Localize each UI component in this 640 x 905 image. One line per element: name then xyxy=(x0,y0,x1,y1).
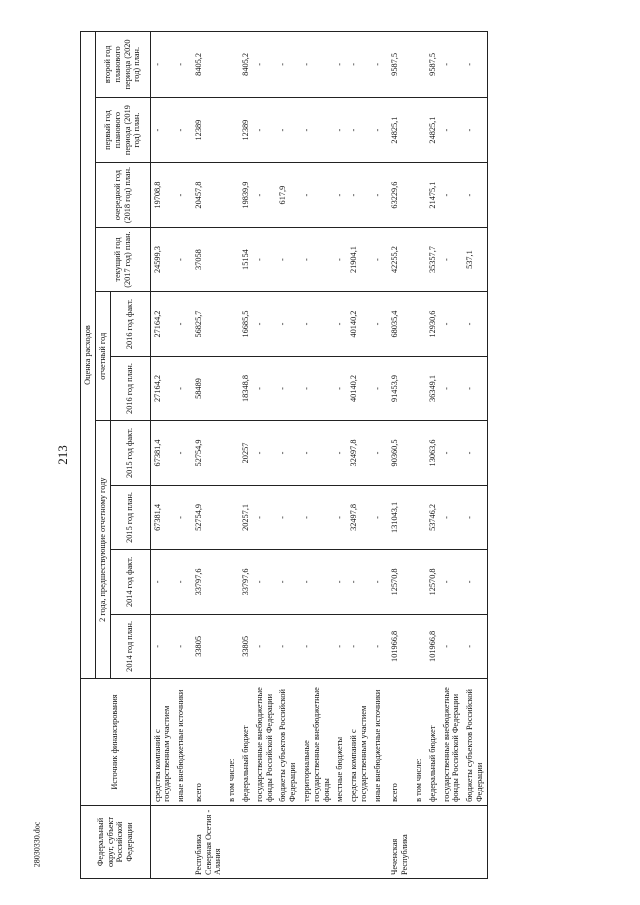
value-cell xyxy=(412,163,426,227)
value-cell xyxy=(412,292,426,356)
value-cell: - xyxy=(347,163,371,227)
value-cell: - xyxy=(371,550,385,614)
value-cell: - xyxy=(253,421,277,485)
value-cell: - xyxy=(300,356,333,420)
header-plan-year-1: первый год планового периода (2019 год) план. xyxy=(95,97,150,163)
table-row xyxy=(347,32,371,879)
value-cell: - xyxy=(253,614,277,678)
region-cell xyxy=(276,805,300,878)
value-cell: - xyxy=(440,163,464,227)
value-cell: - xyxy=(276,227,300,291)
value-cell: - xyxy=(253,163,277,227)
value-cell: 33797,6 xyxy=(239,550,253,614)
value-cell: 19839,9 xyxy=(239,163,253,227)
value-cell: 12930,6 xyxy=(426,292,440,356)
value-cell: - xyxy=(347,550,371,614)
value-cell: - xyxy=(300,292,333,356)
header-2014-plan: 2014 год план. xyxy=(110,614,150,678)
value-cell xyxy=(412,485,426,549)
value-cell: 33805 xyxy=(239,614,253,678)
value-cell xyxy=(225,356,239,420)
funding-source-cell: в том числе: xyxy=(412,679,426,806)
value-cell: 40140,2 xyxy=(347,356,371,420)
value-cell: - xyxy=(150,32,174,98)
header-2015-plan: 2015 год план. xyxy=(110,485,150,549)
value-cell: 52754,9 xyxy=(188,421,225,485)
funding-source-cell: бюджеты субъектов Российской Федерации xyxy=(463,679,487,806)
value-cell: - xyxy=(253,32,277,98)
value-cell: 36349,1 xyxy=(426,356,440,420)
value-cell: - xyxy=(174,292,188,356)
value-cell: - xyxy=(253,550,277,614)
header-region: Федеральный округ, субъект Российской Федерации xyxy=(81,805,151,878)
header-source: Источник финансирования xyxy=(81,679,151,806)
value-cell: - xyxy=(463,356,487,420)
header-prior-years: 2 года, предшествующие отчетному году xyxy=(95,421,110,679)
table-body xyxy=(150,32,487,879)
funding-source-cell: территориальные государственные внебюджетные фонды xyxy=(300,679,333,806)
value-cell: 9587,5 xyxy=(426,32,440,98)
value-cell: 52754,9 xyxy=(188,485,225,549)
value-cell: 68035,4 xyxy=(384,292,412,356)
funding-source-cell: государственные внебюджетные фонды Российской Федерации xyxy=(440,679,464,806)
value-cell xyxy=(225,614,239,678)
value-cell: 56825,7 xyxy=(188,292,225,356)
value-cell xyxy=(412,227,426,291)
table-header xyxy=(81,32,151,879)
value-cell: 19708,8 xyxy=(150,163,174,227)
value-cell: 33797,6 xyxy=(188,550,225,614)
value-cell: - xyxy=(300,614,333,678)
value-cell: 20257,1 xyxy=(239,485,253,549)
value-cell: - xyxy=(440,292,464,356)
funding-source-cell: всего xyxy=(188,679,225,806)
header-2014-fact: 2014 год факт. xyxy=(110,550,150,614)
region-cell xyxy=(426,805,440,878)
table-row xyxy=(440,32,464,879)
value-cell: - xyxy=(253,356,277,420)
table-row xyxy=(276,32,300,879)
value-cell: 15154 xyxy=(239,227,253,291)
region-cell xyxy=(371,805,385,878)
value-cell: 12389 xyxy=(188,97,225,163)
value-cell: 58489 xyxy=(188,356,225,420)
value-cell: - xyxy=(300,97,333,163)
value-cell: - xyxy=(174,550,188,614)
value-cell: 20457,8 xyxy=(188,163,225,227)
value-cell xyxy=(412,614,426,678)
value-cell: - xyxy=(253,292,277,356)
value-cell: 8405,2 xyxy=(188,32,225,98)
value-cell: - xyxy=(440,97,464,163)
value-cell: - xyxy=(347,97,371,163)
value-cell: - xyxy=(150,97,174,163)
value-cell xyxy=(225,97,239,163)
value-cell xyxy=(412,32,426,98)
value-cell: - xyxy=(440,421,464,485)
value-cell: 32497,8 xyxy=(347,485,371,549)
value-cell: - xyxy=(347,614,371,678)
value-cell: - xyxy=(174,485,188,549)
value-cell: - xyxy=(371,421,385,485)
value-cell: 12570,8 xyxy=(384,550,412,614)
value-cell: - xyxy=(300,163,333,227)
value-cell: - xyxy=(463,485,487,549)
value-cell: 18348,8 xyxy=(239,356,253,420)
value-cell: - xyxy=(300,421,333,485)
value-cell: 9587,5 xyxy=(384,32,412,98)
value-cell: 42255,2 xyxy=(384,227,412,291)
value-cell: 21475,1 xyxy=(426,163,440,227)
value-cell: - xyxy=(371,163,385,227)
value-cell: - xyxy=(276,614,300,678)
value-cell: 101966,8 xyxy=(384,614,412,678)
value-cell: - xyxy=(174,227,188,291)
value-cell: 131043,1 xyxy=(384,485,412,549)
value-cell: - xyxy=(300,550,333,614)
value-cell: 63229,6 xyxy=(384,163,412,227)
value-cell: - xyxy=(174,421,188,485)
value-cell: - xyxy=(463,163,487,227)
value-cell: 101966,8 xyxy=(426,614,440,678)
value-cell: - xyxy=(440,550,464,614)
value-cell: 53746,2 xyxy=(426,485,440,549)
value-cell: 40140,2 xyxy=(347,292,371,356)
region-cell xyxy=(412,805,426,878)
funding-source-cell: иные внебюджетные источники xyxy=(371,679,385,806)
value-cell xyxy=(412,356,426,420)
value-cell: 27164,2 xyxy=(150,356,174,420)
header-estimate: Оценка расходов xyxy=(81,32,96,679)
expenditure-table xyxy=(80,31,488,879)
value-cell: - xyxy=(276,550,300,614)
value-cell xyxy=(225,163,239,227)
value-cell: - xyxy=(333,614,347,678)
value-cell: - xyxy=(463,614,487,678)
value-cell: - xyxy=(371,32,385,98)
value-cell: 13063,6 xyxy=(426,421,440,485)
value-cell: - xyxy=(371,227,385,291)
value-cell: 90360,5 xyxy=(384,421,412,485)
table-row xyxy=(300,32,333,879)
value-cell: 8405,2 xyxy=(239,32,253,98)
table-row xyxy=(225,32,239,879)
region-cell xyxy=(225,805,239,878)
value-cell: 21904,1 xyxy=(347,227,371,291)
value-cell: - xyxy=(333,163,347,227)
header-plan-year-2: второй год планового периода (2020 год) план. xyxy=(95,32,150,98)
value-cell xyxy=(225,227,239,291)
region-cell xyxy=(150,805,174,878)
value-cell: - xyxy=(174,97,188,163)
value-cell: 67381,4 xyxy=(150,421,174,485)
value-cell: 37058 xyxy=(188,227,225,291)
value-cell: 24599,3 xyxy=(150,227,174,291)
rotated-table-container xyxy=(80,31,640,879)
value-cell: - xyxy=(463,97,487,163)
value-cell: 27164,2 xyxy=(150,292,174,356)
value-cell: - xyxy=(440,485,464,549)
value-cell: - xyxy=(253,485,277,549)
region-cell xyxy=(347,805,371,878)
value-cell: - xyxy=(276,32,300,98)
value-cell: - xyxy=(333,485,347,549)
value-cell xyxy=(225,32,239,98)
value-cell: - xyxy=(440,356,464,420)
value-cell: - xyxy=(463,292,487,356)
value-cell: - xyxy=(440,614,464,678)
value-cell: 20257 xyxy=(239,421,253,485)
value-cell: 24825,1 xyxy=(426,97,440,163)
value-cell: 24825,1 xyxy=(384,97,412,163)
value-cell: 12570,8 xyxy=(426,550,440,614)
region-cell xyxy=(239,805,253,878)
value-cell: 12389 xyxy=(239,97,253,163)
value-cell: 35357,7 xyxy=(426,227,440,291)
value-cell: 33805 xyxy=(188,614,225,678)
value-cell: - xyxy=(253,97,277,163)
table-row xyxy=(463,32,487,879)
value-cell: - xyxy=(253,227,277,291)
table-row xyxy=(333,32,347,879)
value-cell: - xyxy=(371,97,385,163)
value-cell: - xyxy=(440,227,464,291)
value-cell: - xyxy=(276,97,300,163)
value-cell: - xyxy=(333,227,347,291)
value-cell: - xyxy=(333,292,347,356)
value-cell: 617,9 xyxy=(276,163,300,227)
value-cell: - xyxy=(276,356,300,420)
value-cell: - xyxy=(276,485,300,549)
region-cell xyxy=(300,805,333,878)
funding-source-cell: средства компаний с государственным участием xyxy=(347,679,371,806)
value-cell: - xyxy=(440,32,464,98)
table-row xyxy=(188,32,225,879)
value-cell: 16685,5 xyxy=(239,292,253,356)
value-cell: - xyxy=(333,550,347,614)
header-next-year: очередной год (2018 год) план. xyxy=(95,163,150,227)
value-cell: - xyxy=(300,32,333,98)
region-cell xyxy=(253,805,277,878)
value-cell: - xyxy=(333,356,347,420)
file-reference: 28030330.doc xyxy=(32,821,42,868)
value-cell: - xyxy=(371,292,385,356)
region-cell xyxy=(440,805,464,878)
value-cell xyxy=(412,550,426,614)
table-row xyxy=(426,32,440,879)
value-cell: - xyxy=(300,227,333,291)
page-number: 213 xyxy=(55,445,70,465)
value-cell: - xyxy=(371,614,385,678)
value-cell: - xyxy=(333,421,347,485)
value-cell: - xyxy=(463,421,487,485)
value-cell xyxy=(225,292,239,356)
header-2015-fact: 2015 год факт. xyxy=(110,421,150,485)
funding-source-cell: средства компаний с государственным участием xyxy=(150,679,174,806)
value-cell: 67381,4 xyxy=(150,485,174,549)
table-row xyxy=(174,32,188,879)
value-cell xyxy=(412,421,426,485)
value-cell: 91453,9 xyxy=(384,356,412,420)
region-cell xyxy=(174,805,188,878)
value-cell: - xyxy=(463,32,487,98)
funding-source-cell: федеральный бюджет xyxy=(239,679,253,806)
value-cell: - xyxy=(333,97,347,163)
value-cell: - xyxy=(174,356,188,420)
region-cell: Чеченская Республика xyxy=(384,805,412,878)
value-cell xyxy=(412,97,426,163)
value-cell xyxy=(225,485,239,549)
funding-source-cell: бюджеты субъектов Российской Федерации xyxy=(276,679,300,806)
table-row xyxy=(384,32,412,879)
value-cell: - xyxy=(333,32,347,98)
table-row xyxy=(239,32,253,879)
value-cell: - xyxy=(150,614,174,678)
funding-source-cell: в том числе: xyxy=(225,679,239,806)
value-cell: - xyxy=(300,485,333,549)
value-cell: - xyxy=(174,32,188,98)
value-cell: - xyxy=(150,550,174,614)
region-cell xyxy=(463,805,487,878)
region-cell xyxy=(333,805,347,878)
value-cell: - xyxy=(174,163,188,227)
value-cell: 32497,8 xyxy=(347,421,371,485)
value-cell: - xyxy=(371,356,385,420)
header-current-year: текущий год (2017 год) план. xyxy=(95,227,150,291)
header-2016-fact: 2016 год факт. xyxy=(110,292,150,356)
header-reporting-year: отчетный год xyxy=(95,292,110,421)
funding-source-cell: федеральный бюджет xyxy=(426,679,440,806)
funding-source-cell: местные бюджеты xyxy=(333,679,347,806)
value-cell: - xyxy=(276,421,300,485)
value-cell: - xyxy=(347,32,371,98)
funding-source-cell: иные внебюджетные источники xyxy=(174,679,188,806)
value-cell: - xyxy=(463,550,487,614)
value-cell: - xyxy=(276,292,300,356)
value-cell: - xyxy=(371,485,385,549)
table-row xyxy=(150,32,174,879)
table-row xyxy=(371,32,385,879)
table-row xyxy=(412,32,426,879)
funding-source-cell: всего xyxy=(384,679,412,806)
value-cell: 537,1 xyxy=(463,227,487,291)
value-cell: - xyxy=(174,614,188,678)
funding-source-cell: государственные внебюджетные фонды Российской Федерации xyxy=(253,679,277,806)
value-cell xyxy=(225,421,239,485)
header-2016-plan: 2016 год план. xyxy=(110,356,150,420)
region-cell: Республика Северная Осетия - Алания xyxy=(188,805,225,878)
value-cell xyxy=(225,550,239,614)
table-row xyxy=(253,32,277,879)
